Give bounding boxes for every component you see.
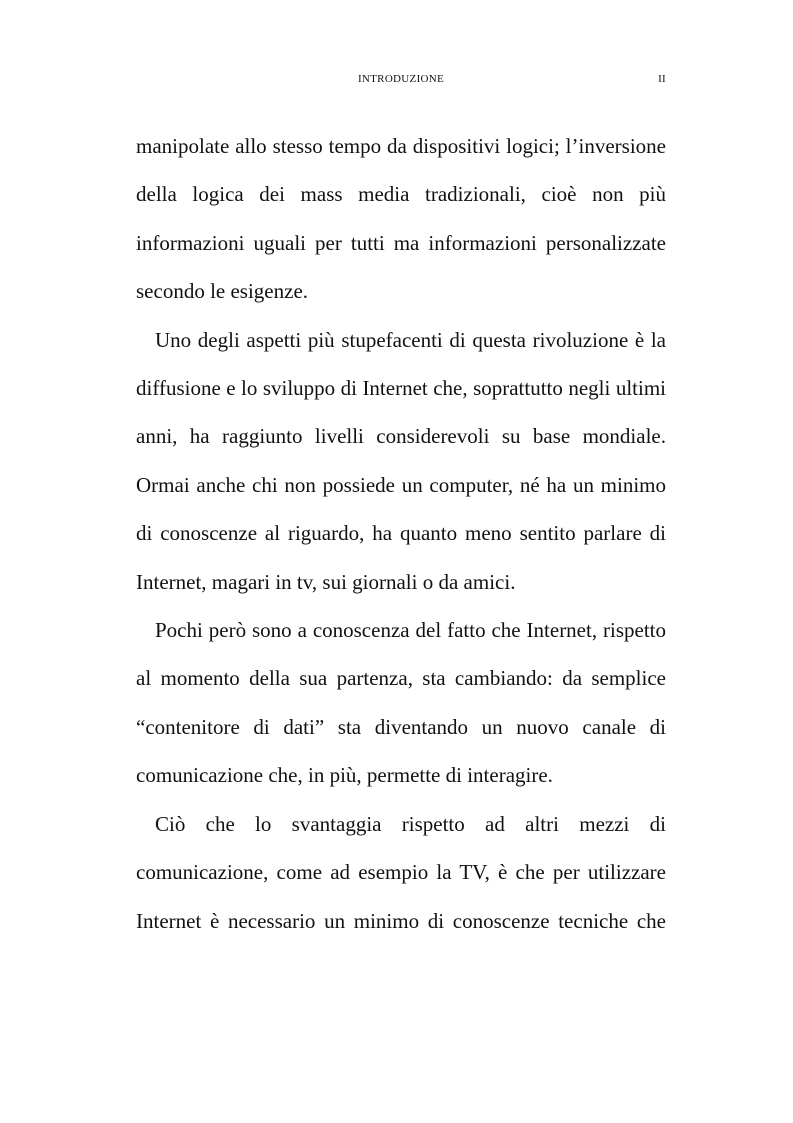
running-header [136, 73, 666, 91]
paragraph-internet-change: Pochi però sono a conoscenza del fatto che Internet, rispetto al momento della sua partenza, sta cambiando: da semplice “contenitore di dati” sta diventando un nuovo canale di comunicazione che, in più, permette di interagire. [136, 618, 666, 788]
paragraph-continuation: manipolate allo stesso tempo da dispositivi logici; l’inversione della logica dei mass media tradizionali, cioè non più informazioni uguali per tutti ma informazioni personalizzate secondo le esigenze. [136, 134, 666, 304]
paragraph-internet-diffusion: Uno degli aspetti più stupefacenti di questa rivoluzione è la diffusione e lo sviluppo di Internet che, soprattutto negli ultimi anni, ha raggiunto livelli considerevoli su base mondiale. Ormai anche chi non possiede un computer, né ha un minimo di conoscenze al riguardo, ha quanto meno sentito parlare di Internet, magari in tv, sui giornali o da amici. [136, 327, 666, 594]
paragraph-disadvantage: Ciò che lo svantaggia rispetto ad altri mezzi di comunicazione, come ad esempio la TV, è che per utilizzare Internet è necessario un minimo di conoscenze tecniche che [136, 811, 666, 933]
page-number: II [658, 73, 666, 85]
body-text [136, 122, 666, 945]
header-title: INTRODUZIONE [357, 73, 445, 85]
